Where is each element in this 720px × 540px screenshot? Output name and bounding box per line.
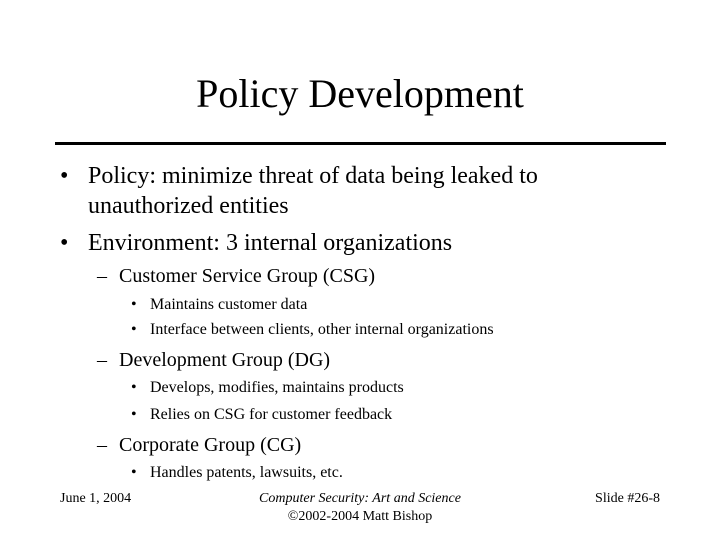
bullet-policy-continuation bbox=[88, 192, 289, 220]
footer-credit bbox=[210, 490, 510, 526]
bullet-text: Environment: 3 internal organizations bbox=[88, 230, 453, 256]
bullet-marker: • bbox=[60, 163, 69, 189]
subitem-text: Relies on CSG for customer feedback bbox=[150, 406, 393, 423]
slide-title: Policy Development bbox=[196, 71, 524, 116]
bullet-marker: • bbox=[131, 464, 137, 481]
dash-marker: – bbox=[97, 349, 107, 371]
subitem-text: Interface between clients, other internal organizations bbox=[150, 321, 494, 338]
dash-marker: – bbox=[97, 265, 107, 287]
group-name: Customer Service Group (CSG) bbox=[119, 265, 376, 287]
group-name: Development Group (DG) bbox=[119, 349, 331, 371]
footer-course: Computer Security: Art and Science bbox=[259, 491, 461, 506]
bullet-marker: • bbox=[131, 321, 137, 338]
subitem-text: Maintains customer data bbox=[150, 296, 308, 313]
bullet-marker: • bbox=[131, 406, 137, 423]
footer-slide-number: Slide #26-8 bbox=[595, 491, 660, 506]
bullet-text: unauthorized entities bbox=[88, 193, 289, 219]
footer-copyright: ©2002-2004 Matt Bishop bbox=[287, 509, 433, 524]
footer-date: June 1, 2004 bbox=[60, 491, 132, 506]
subitem-text: Handles patents, lawsuits, etc. bbox=[150, 464, 343, 481]
subitem-text: Develops, modifies, maintains products bbox=[150, 379, 404, 396]
bullet-marker: • bbox=[60, 230, 69, 256]
dash-marker: – bbox=[97, 434, 107, 456]
bullet-marker: • bbox=[131, 296, 137, 313]
group-name: Corporate Group (CG) bbox=[119, 434, 302, 456]
bullet-marker: • bbox=[131, 379, 137, 396]
bullet-text: Policy: minimize threat of data being leaked to bbox=[88, 163, 538, 189]
